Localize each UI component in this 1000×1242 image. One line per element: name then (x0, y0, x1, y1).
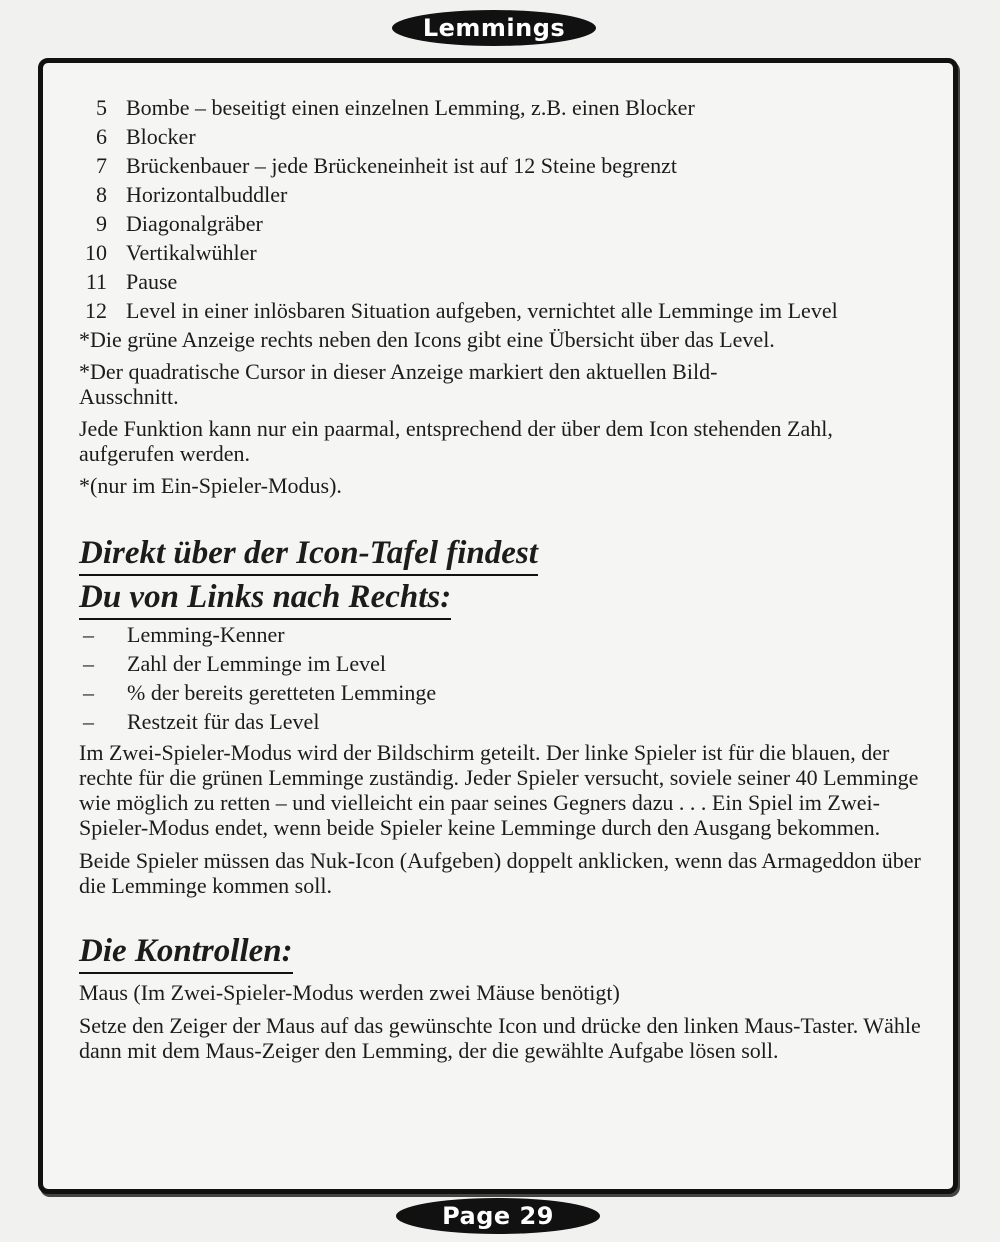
item-number: 9 (96, 211, 107, 236)
note-function-limit: Jede Funktion kann nur ein paarmal, entsprechend der über dem Icon stehenden Zahl, aufgerufen werden. (79, 416, 833, 466)
list-item (79, 267, 929, 296)
dash-list (79, 620, 929, 736)
header-title: Lemmings (422, 14, 566, 42)
content-frame (38, 58, 958, 1194)
item-text: Horizontalbuddler (126, 182, 288, 207)
item-number: 7 (96, 153, 107, 178)
dash-bullet: – (83, 680, 94, 705)
item-text: % der bereits geretteten Lemminge (127, 680, 437, 705)
section-heading: Du von Links nach Rechts: (79, 578, 451, 620)
dash-bullet: – (83, 709, 94, 734)
item-text: Pause (126, 269, 178, 294)
list-item (79, 93, 929, 122)
list-item (79, 649, 929, 678)
item-text: Diagonalgräber (126, 211, 263, 236)
note-overview: *Die grüne Anzeige rechts neben den Icons gibt eine Übersicht über das Level. (79, 327, 775, 352)
paragraph-armageddon: Beide Spieler müssen das Nuk-Icon (Aufgeben) doppelt anklicken, wenn das Armageddon über die Lemminge kommen soll. (79, 848, 921, 898)
item-number: 8 (96, 182, 107, 207)
item-number: 5 (96, 95, 107, 120)
note-single-player: *(nur im Ein-Spieler-Modus). (79, 473, 342, 498)
item-text: Level in einer inlösbaren Situation aufgeben, vernichtet alle Lemminge im Level (126, 298, 838, 323)
section-heading: Direkt über der Icon-Tafel findest (79, 534, 538, 576)
item-text: Restzeit für das Level (127, 709, 320, 734)
item-number: 12 (85, 298, 107, 323)
paragraph-mouse-usage: Setze den Zeiger der Maus auf das gewünschte Icon und drücke den linken Maus-Taster. Wähle dann mit dem Maus-Zeiger den Lemming, der die gewählte Aufgabe lösen soll. (79, 1013, 921, 1063)
list-item (79, 620, 929, 649)
section-controls (79, 932, 929, 1063)
item-number: 6 (96, 124, 107, 149)
list-item (79, 678, 929, 707)
item-number: 10 (85, 240, 107, 265)
dash-bullet: – (83, 651, 94, 676)
item-number: 11 (85, 269, 107, 294)
item-text: Vertikalwühler (126, 240, 257, 265)
numbered-list (79, 93, 929, 323)
list-item (79, 122, 929, 151)
list-item (79, 298, 929, 323)
item-text: Blocker (126, 124, 196, 149)
dash-bullet: – (83, 622, 94, 647)
header-title-badge (392, 10, 596, 46)
list-item (79, 238, 929, 267)
page-number: Page 29 (442, 1202, 554, 1230)
paragraph-two-player: Im Zwei-Spieler-Modus wird der Bildschirm geteilt. Der linke Spieler ist für die blauen, der rechte für die grünen Lemminge zuständig. Jeder Spieler versucht, soviele seiner 40 Lemminge wie möglich zu retten – und vielleicht ein paar seines Gegners dazu . . . Ein Spiel im Zwei-Spieler-Modus endet, wenn beide Spieler keine Lemminge durch den Ausgang bekommen. (79, 740, 919, 840)
paragraph-mouse: Maus (Im Zwei-Spieler-Modus werden zwei Mäuse benötigt) (79, 980, 620, 1005)
list-item (79, 707, 929, 736)
item-text: Lemming-Kenner (127, 622, 285, 647)
note-cursor: *Der quadratische Cursor in dieser Anzeige markiert den aktuellen Bild-Ausschnitt. (79, 359, 718, 409)
page-number-badge (396, 1198, 600, 1234)
item-text: Brückenbauer – jede Brückeneinheit ist auf 12 Steine begrenzt (126, 153, 678, 178)
list-item (79, 209, 929, 238)
item-text: Zahl der Lemminge im Level (127, 651, 387, 676)
item-text: Bombe – beseitigt einen einzelnen Lemming, z.B. einen Blocker (126, 95, 695, 120)
page-content (79, 93, 929, 1063)
section-icon-panel (79, 534, 929, 898)
section-heading: Die Kontrollen: (79, 932, 293, 974)
list-item (79, 151, 929, 180)
list-item (79, 180, 929, 209)
